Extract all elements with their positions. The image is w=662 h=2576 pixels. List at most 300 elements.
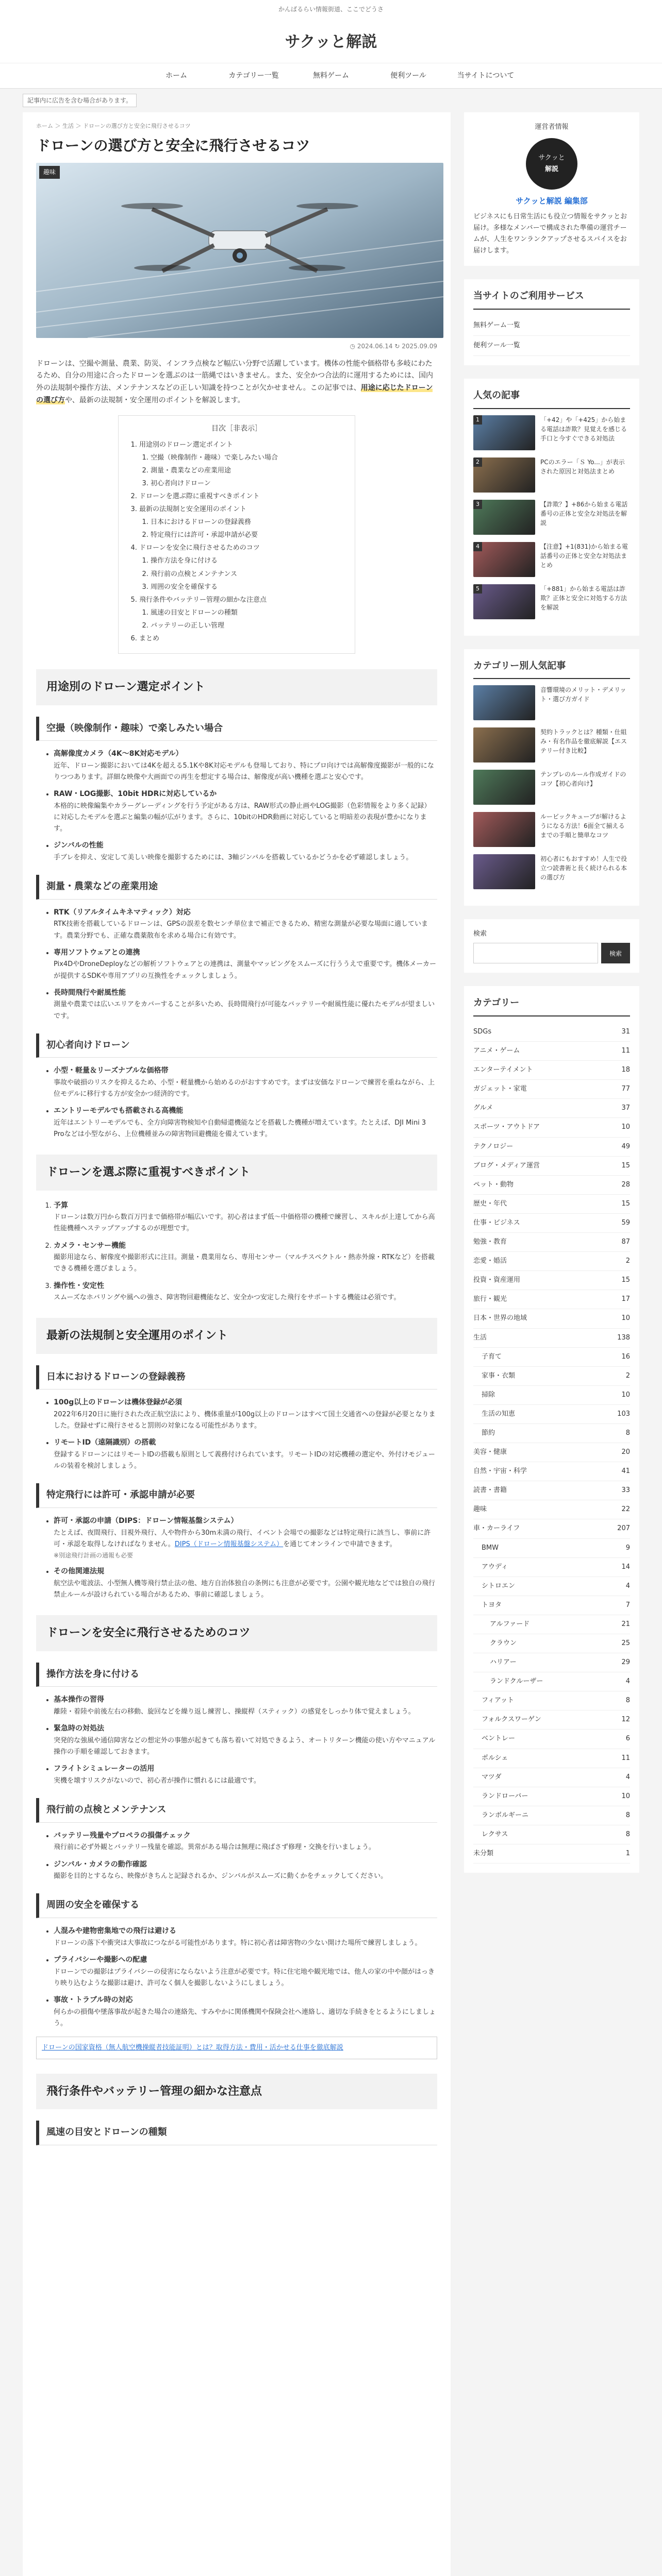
category-count: 8 <box>625 1830 630 1838</box>
category-item[interactable] <box>473 1061 630 1080</box>
category-item[interactable] <box>473 1539 630 1558</box>
search-input[interactable] <box>473 943 598 963</box>
date-updated: 2024.06.14 <box>357 343 393 350</box>
article-link[interactable]: 音響環境のメリット・デメリット・選び方ガイド <box>540 686 626 703</box>
category-item[interactable] <box>473 1329 630 1348</box>
category-item[interactable] <box>473 1405 630 1424</box>
category-name[interactable]: ランボルギーニ <box>482 1811 529 1819</box>
category-item[interactable] <box>473 1233 630 1252</box>
category-name[interactable]: マツダ <box>482 1773 502 1781</box>
category-item[interactable] <box>473 1214 630 1233</box>
point-list <box>36 748 437 863</box>
article-link[interactable]: 【注意】+1(831)から始まる電話番号の正体と安全な対処法まとめ <box>540 543 628 569</box>
point-title: • ジンバル・カメラの動作確認 <box>54 1860 147 1869</box>
category-name[interactable]: アニメ・ゲーム <box>473 1047 520 1055</box>
list-item <box>54 1859 437 1883</box>
list-item <box>54 748 437 783</box>
category-item[interactable] <box>473 1424 630 1443</box>
list-item <box>54 1566 437 1601</box>
category-name[interactable]: 日本・世界の地域 <box>473 1314 527 1323</box>
search-button[interactable]: 検索 <box>601 943 630 963</box>
category-name[interactable]: 恋愛・婚活 <box>473 1257 507 1265</box>
popular-widget <box>464 379 639 636</box>
category-name[interactable]: アウディ <box>482 1563 508 1571</box>
list-item <box>54 987 437 1022</box>
category-count: 41 <box>621 1467 630 1476</box>
point-title: • 100g以上のドローンは機体登録が必須 <box>54 1398 182 1407</box>
ad-notice: 記事内に広告を含む場合があります。 <box>23 94 137 107</box>
point-title: • リモートID（遠隔識別）の搭載 <box>54 1438 156 1447</box>
article-link[interactable]: PCのエラー「Ｓ Yo...」が表示された原因と対処法まとめ <box>540 458 625 475</box>
category-count: 10 <box>621 1314 630 1323</box>
point-text: を通じてオンラインで申請できます。 <box>283 1540 396 1548</box>
category-item[interactable] <box>473 1672 630 1691</box>
category-item[interactable] <box>473 1749 630 1768</box>
popular-article[interactable] <box>473 727 630 762</box>
category-count: 2 <box>625 1257 630 1265</box>
point-title: • 緊急時の対処法 <box>54 1724 104 1733</box>
list-item <box>54 1723 437 1758</box>
point-title: • 高解像度カメラ（4K〜8K対応モデル） <box>54 750 183 758</box>
category-name[interactable]: 投資・資産運用 <box>473 1276 521 1284</box>
category-item[interactable] <box>473 1519 630 1538</box>
point-text: ドローンでの撮影はプライバシーの侵害にならないよう注意が必要です。特に住宅地や観光地では、他人の家の中や顔がはっきり映り込むような撮影は避け、許可なく個人を撮影しないようにしましょう。 <box>54 1968 435 1987</box>
category-item[interactable] <box>473 1653 630 1672</box>
list-item <box>54 1280 437 1304</box>
article-thumbnail[interactable] <box>473 457 535 493</box>
categories-widget <box>464 986 639 1873</box>
article-thumbnail[interactable] <box>473 770 535 805</box>
category-item[interactable] <box>473 1634 630 1653</box>
category-item[interactable] <box>473 1023 630 1042</box>
category-name[interactable]: 仕事・ビジネス <box>473 1218 520 1227</box>
toc-sublist <box>139 452 343 489</box>
toc-subitem[interactable]: 2. バッテリーの正しい管理 <box>151 620 343 632</box>
point-text: 航空法や電波法、小型無人機等飛行禁止法の他、地方自治体独自の条例にも注意が必要です。公園や観光地などでは独自の飛行禁止ルールが設けられている場合があるため、事前に確認しましょう。 <box>54 1580 435 1599</box>
toc-sublist <box>139 517 343 541</box>
category-count: 29 <box>621 1658 630 1667</box>
category-name[interactable]: ガジェット・家電 <box>473 1085 527 1093</box>
category-item[interactable] <box>473 1596 630 1615</box>
category-item[interactable] <box>473 1252 630 1271</box>
point-list <box>36 1925 437 2029</box>
category-name[interactable]: グルメ <box>473 1104 493 1112</box>
article-link[interactable]: 契約トラックとは？種類・仕組み・有名作品を徹底解説【エステリー付き比較】 <box>540 728 627 755</box>
toc-item[interactable] <box>139 439 343 489</box>
toc-item-label[interactable]: 用途別のドローン選定ポイント <box>139 440 233 449</box>
category-name[interactable]: ペット・動物 <box>473 1180 514 1189</box>
section-heading: ドローンを安全に飛行させるためのコツ <box>36 1615 437 1651</box>
eyecatch-image <box>36 163 443 338</box>
operator-heading: 運営者情報 <box>535 123 569 131</box>
point-text: 近年はエントリーモデルでも、全方向障害物検知や自動帰還機能などを搭載した機種が増えています。たとえば、DJI Mini 3 Proなどは小型ながら、上位機種並みの障害物回避機能を備えています。 <box>54 1119 426 1139</box>
category-item[interactable] <box>473 1157 630 1176</box>
popular-article[interactable] <box>473 854 630 889</box>
category-name[interactable]: ベントレー <box>482 1735 516 1743</box>
widget-heading: 人気の記事 <box>473 388 630 409</box>
article-link[interactable]: テンプレのルール作成ガイドのコツ【初心者向け】 <box>540 771 626 788</box>
category-item[interactable] <box>473 1099 630 1118</box>
category-name[interactable]: ブログ・メディア運営 <box>473 1161 540 1170</box>
subsection-heading: 日本におけるドローンの登録義務 <box>36 1365 437 1390</box>
point-title: • 事故・トラブル時の対応 <box>54 1995 133 2004</box>
rank-badge: 2 <box>473 457 482 467</box>
point-title: 1. 予算 <box>54 1201 68 1210</box>
category-item[interactable] <box>473 1787 630 1806</box>
toc-subitem[interactable]: 1. 日本におけるドローンの登録義務 <box>151 517 343 528</box>
point-text: ドローンは数万円から数百万円まで価格帯が幅広いです。初心者はまず低〜中価格帯の機種で練習し、スキルが上達してから高性能機種へステップアップするのが理想です。 <box>54 1213 435 1233</box>
toc-sublist <box>139 555 343 592</box>
subsection-heading: 特定飛行には許可・承認申請が必要 <box>36 1483 437 1508</box>
list-item <box>54 1065 437 1100</box>
article-thumbnail[interactable] <box>473 415 535 450</box>
table-of-contents <box>118 415 355 654</box>
widget-heading: カテゴリー <box>473 995 630 1016</box>
category-name[interactable]: レクサス <box>482 1830 508 1838</box>
category-item[interactable] <box>473 1710 630 1730</box>
point-list <box>36 1397 437 1472</box>
category-name[interactable]: 子育て <box>482 1352 502 1361</box>
category-name[interactable]: 生活の知恵 <box>482 1410 516 1418</box>
article-link[interactable]: 「+881」から始まる電話は詐欺？正体と安全に対処する方法を解説 <box>540 585 627 611</box>
category-item[interactable] <box>473 1768 630 1787</box>
breadcrumb[interactable]: ホーム ＞ 生活 ＞ ドローンの選び方と安全に飛行させるコツ <box>36 123 191 130</box>
point-note: ※別途飛行計画の通報も必要 <box>54 1551 134 1559</box>
point-text: ドローンの落下や衝突は大事故につながる可能性があります。特に初心者は障害物の少ない開けた場所で練習しましょう。 <box>54 1939 422 1947</box>
category-item[interactable] <box>473 1462 630 1481</box>
article-thumbnail[interactable] <box>473 542 535 577</box>
category-name[interactable]: 趣味 <box>473 1505 487 1514</box>
toc-subitem[interactable]: 1. 風速の目安とドローンの種類 <box>151 607 343 619</box>
point-text: 登録するドローンにはリモートIDの搭載も原則として義務付けられています。リモートIDの対応機種の選定や、外付けモジュールの装着を検討しましょう。 <box>54 1451 435 1470</box>
subsection-heading: 操作方法を身に付ける <box>36 1663 437 1687</box>
article-link[interactable]: 初心者にもおすすめ！人生で役立つ読書術と長く続けられる本の選び方 <box>540 855 627 882</box>
nav-free-games[interactable]: 無料ゲーム <box>313 72 349 80</box>
category-item[interactable] <box>473 1481 630 1500</box>
search-label: 検索 <box>473 930 487 938</box>
point-title: • 許可・承認の申請（DIPS：ドローン情報基盤システム） <box>54 1516 238 1525</box>
category-item[interactable] <box>473 1558 630 1577</box>
category-name[interactable]: クラウン <box>490 1639 517 1648</box>
subsection-heading: 周囲の安全を確保する <box>36 1893 437 1918</box>
category-name[interactable]: BMW <box>482 1544 499 1552</box>
article-thumbnail[interactable] <box>473 584 535 619</box>
category-item[interactable] <box>473 1825 630 1844</box>
category-popular-widget <box>464 649 639 906</box>
category-count: 59 <box>621 1218 630 1227</box>
point-title: • RAW・LOG撮影、10bit HDRに対応しているか <box>54 790 217 799</box>
category-count: 1 <box>625 1850 630 1858</box>
category-item[interactable] <box>473 1691 630 1710</box>
subsection-heading: 測量・農業などの産業用途 <box>36 875 437 900</box>
point-title: • 小型・軽量＆リーズナブルな価格帯 <box>54 1066 169 1075</box>
category-count: 4 <box>625 1677 630 1686</box>
popular-article[interactable] <box>473 500 630 535</box>
category-count: 138 <box>617 1333 630 1342</box>
category-count: 20 <box>621 1448 630 1456</box>
widget-heading: カテゴリー別人気記事 <box>473 658 630 680</box>
rank-badge: 5 <box>473 584 482 594</box>
category-item[interactable] <box>473 1500 630 1519</box>
toc-item-label[interactable]: 最新の法規制と安全運用のポイント <box>139 505 247 514</box>
article-thumbnail[interactable] <box>473 854 535 889</box>
category-item[interactable] <box>473 1118 630 1137</box>
related-article-link[interactable]: ドローンの国家資格（無人航空機操縦者技能証明）とは？取得方法・費用・活かせる仕事を徹底解説 <box>42 2043 343 2052</box>
category-item[interactable] <box>473 1386 630 1405</box>
category-name[interactable]: フィアット <box>482 1697 515 1705</box>
category-item[interactable] <box>473 1844 630 1863</box>
category-item[interactable] <box>473 1290 630 1309</box>
category-label[interactable]: 趣味 <box>39 166 60 178</box>
category-count: 103 <box>617 1410 630 1418</box>
article-thumbnail[interactable] <box>473 812 535 847</box>
toc-item-label[interactable]: ドローンを選ぶ際に重視すべきポイント <box>139 493 260 501</box>
list-item <box>54 907 437 942</box>
list-item <box>54 1437 437 1472</box>
popular-article[interactable] <box>473 685 630 720</box>
page-title: ドローンの選び方と安全に飛行させるコツ <box>36 137 310 155</box>
category-count: 8 <box>625 1811 630 1819</box>
category-name[interactable]: 美容・健康 <box>473 1448 507 1456</box>
point-text: 飛行前に必ず外観とバッテリー残量を確認。異常がある場合は無理に飛ばさず修理・交換を行いましょう。 <box>54 1843 376 1852</box>
services-widget <box>464 279 639 365</box>
category-count: 10 <box>621 1391 630 1399</box>
widget-heading: 当サイトのご利用サービス <box>473 289 630 310</box>
category-count: 15 <box>621 1161 630 1170</box>
toc-subitem[interactable]: 3. 初心者向けドローン <box>151 478 343 489</box>
point-title: • 専用ソフトウェアとの連携 <box>54 948 140 957</box>
point-text: 測量や農業では広いエリアをカバーすることが多いため、長時間飛行が可能なバッテリーや耐風性能に優れたモデルが望ましいです。 <box>54 1001 435 1020</box>
category-name[interactable]: 歴史・年代 <box>473 1199 507 1208</box>
list-item <box>54 840 437 863</box>
point-text: 実機を壊すリスクがないので、初心者が操作に慣れるには最適です。 <box>54 1777 260 1785</box>
category-count: 15 <box>621 1276 630 1284</box>
point-text: 撮影用途なら、解像度や撮影形式に注目。測量・農業用なら、専用センサー（マルチスペクトル・熱赤外線・RTKなど）を搭載できる機種を選びましょう。 <box>54 1253 435 1273</box>
point-title: • プライバシーや撮影への配慮 <box>54 1955 147 1964</box>
category-item[interactable] <box>473 1271 630 1290</box>
point-list <box>36 1200 437 1304</box>
category-name[interactable]: 未分類 <box>473 1850 494 1858</box>
popular-article[interactable] <box>473 770 630 805</box>
category-item[interactable] <box>473 1042 630 1061</box>
point-title: • バッテリー残量やプロペラの損傷チェック <box>54 1831 191 1840</box>
article-link[interactable]: 「+42」や「+425」から始まる電話は詐欺？見覚えを感じる手口と今すぐできる対処法 <box>540 416 627 442</box>
nav-home[interactable]: ホーム <box>166 72 187 80</box>
category-count: 2 <box>625 1371 630 1380</box>
category-name[interactable]: トヨタ <box>482 1601 502 1609</box>
category-count: 8 <box>625 1429 630 1437</box>
category-count: 4 <box>625 1582 630 1590</box>
toc-item[interactable] <box>139 491 343 502</box>
toc-item[interactable] <box>139 543 343 592</box>
toc-subitem[interactable]: 2. 飛行前の点検とメンテナンス <box>151 569 343 580</box>
category-item[interactable] <box>473 1615 630 1634</box>
category-count: 207 <box>617 1524 630 1533</box>
rank-badge: 4 <box>473 542 482 552</box>
list-item <box>54 1240 437 1275</box>
rank-badge: 1 <box>473 415 482 425</box>
category-name[interactable]: ポルシェ <box>482 1754 508 1762</box>
rank-badge: 3 <box>473 500 482 510</box>
point-list <box>36 907 437 1022</box>
toc-item-label[interactable]: まとめ <box>139 635 160 643</box>
category-name[interactable]: エンターテイメント <box>473 1066 533 1074</box>
category-count: 16 <box>621 1352 630 1361</box>
operator-name[interactable]: サクッと解説 編集部 <box>516 196 588 206</box>
service-link-games[interactable]: 無料ゲーム一覧 <box>473 316 630 336</box>
popular-article[interactable] <box>473 415 630 450</box>
point-list <box>36 1515 437 1601</box>
subsection-heading: 風速の目安とドローンの種類 <box>36 2121 437 2145</box>
related-link-box <box>36 2037 437 2059</box>
category-name[interactable]: 読書・書籍 <box>473 1486 507 1495</box>
point-text: 本格的に映像編集やカラーグレーディングを行う予定がある方は、RAW形式の静止画やLOG撮影（色彩情報をより多く記録）に対応したモデルを選ぶと編集の幅が広がります。さらに、10bitのHDR動画に対応していると明暗差の表現が豊かになります。 <box>54 802 431 833</box>
toc-item[interactable] <box>139 504 343 541</box>
toc-subitem[interactable]: 1. 操作方法を身に付ける <box>151 555 343 567</box>
sidebar <box>464 112 639 2576</box>
list-item <box>54 1397 437 1432</box>
toc-item-label[interactable]: ドローンを安全に飛行させるためのコツ <box>139 544 260 552</box>
point-text: スムーズなホバリングや風への強さ、障害物回避機能など、安全かつ安定した飛行をサポートする機能は必須です。 <box>54 1294 401 1302</box>
article-link[interactable]: ルービックキューブが解けるようになる方法！6面全て揃えるまでの手順と簡単なコツ <box>540 813 626 839</box>
toc-sublist <box>139 607 343 632</box>
category-count: 9 <box>625 1544 630 1552</box>
category-count: 25 <box>621 1639 630 1648</box>
category-item[interactable] <box>473 1577 630 1596</box>
toc-item-label[interactable]: 飛行条件やバッテリー管理の細かな注意点 <box>139 596 267 604</box>
category-name[interactable]: フォルクスワーゲン <box>482 1716 541 1724</box>
point-title: • 基本操作の習得 <box>54 1696 104 1704</box>
site-tagline: かんばるらい情報街道、ここでどうさ <box>0 0 662 21</box>
category-count: 7 <box>625 1601 630 1609</box>
article-thumbnail[interactable] <box>473 685 535 720</box>
toc-item[interactable] <box>139 633 343 645</box>
list-item <box>54 1763 437 1787</box>
category-name[interactable]: 勉強・教育 <box>473 1238 507 1246</box>
toc-subitem[interactable]: 1. 空撮（映像制作・趣味）で楽しみたい場合 <box>151 452 343 464</box>
category-name[interactable]: SDGs <box>473 1028 492 1036</box>
article-thumbnail[interactable] <box>473 500 535 535</box>
point-text: 突発的な強風や通信障害などの想定外の事態が起きても落ち着いて対処できるよう、オートリターン機能の使い方やマニュアル操作の手順を確認しておきます。 <box>54 1737 436 1756</box>
category-item[interactable] <box>473 1443 630 1462</box>
article-thumbnail[interactable] <box>473 727 535 762</box>
point-title: 2. カメラ・センサー機能 <box>54 1241 126 1250</box>
toc-subitem[interactable]: 2. 特定飛行には許可・承認申請が必要 <box>151 530 343 541</box>
point-text: Pix4DやDroneDeployなどの解析ソフトウェアとの連携は、測量やマッピングをスムーズに行ううえで重要です。機体メーカーが提供するSDKや専用アプリの互換性をチェックしましょう。 <box>54 960 437 980</box>
site-logo[interactable]: サクッと解説 <box>0 21 662 63</box>
category-name[interactable]: 旅行・観光 <box>473 1295 507 1303</box>
category-item[interactable] <box>473 1806 630 1825</box>
category-name[interactable]: ランドクルーザー <box>490 1677 543 1686</box>
category-count: 15 <box>621 1199 630 1208</box>
category-name[interactable]: ハリアー <box>490 1658 517 1667</box>
category-item[interactable] <box>473 1730 630 1749</box>
subsection-heading: 初心者向けドローン <box>36 1033 437 1058</box>
popular-article[interactable] <box>473 584 630 619</box>
clock-icon: ◷ <box>350 343 356 350</box>
operator-widget <box>464 112 639 266</box>
category-name[interactable]: 自然・宇宙・科学 <box>473 1467 527 1476</box>
drone-illustration <box>36 163 443 338</box>
popular-article[interactable] <box>473 812 630 847</box>
category-name[interactable]: 掃除 <box>482 1391 495 1399</box>
category-item[interactable] <box>473 1080 630 1099</box>
category-name[interactable]: アルファード <box>490 1620 530 1628</box>
category-count: 28 <box>621 1180 630 1189</box>
category-name[interactable]: 車・カーライフ <box>473 1524 520 1533</box>
toc-subitem[interactable]: 3. 周囲の安全を確保する <box>151 582 343 593</box>
category-count: 4 <box>625 1773 630 1781</box>
category-name[interactable]: 節約 <box>482 1429 495 1437</box>
point-list <box>36 1065 437 1140</box>
list-item <box>54 1994 437 2029</box>
point-title: • 長時間飛行や耐風性能 <box>54 988 126 997</box>
section-heading: 最新の法規制と安全運用のポイント <box>36 1318 437 1353</box>
category-count: 22 <box>621 1505 630 1514</box>
category-name[interactable]: 生活 <box>473 1333 487 1342</box>
point-title: • フライトシミュレーターの活用 <box>54 1765 155 1773</box>
point-text: 離陸・着陸や前後左右の移動、旋回などを繰り返し練習し、操縦桿（スティック）の感覚をしっかり体で覚えましょう。 <box>54 1708 415 1716</box>
category-name[interactable]: テクノロジー <box>473 1142 514 1150</box>
category-item[interactable] <box>473 1367 630 1386</box>
category-count: 6 <box>625 1735 630 1743</box>
operator-description: ビジネスにも日常生活にも役立つ情報をサクッとお届け。多様なメンバーで構成された準備の運営チームが、人生をワンランクアップさせるスパイスをお届けします。 <box>473 212 627 255</box>
category-name[interactable]: スポーツ・アウトドア <box>473 1123 540 1131</box>
dips-link[interactable]: DIPS（ドローン情報基盤システム） <box>174 1540 284 1548</box>
lead-highlight: 用途に応じたドローンの選び方 <box>36 384 433 405</box>
category-item[interactable] <box>473 1348 630 1367</box>
category-name[interactable]: ランドローバー <box>482 1792 528 1800</box>
toc-title[interactable]: 目次［非表示］ <box>211 424 262 433</box>
category-item[interactable] <box>473 1195 630 1214</box>
category-count: 31 <box>621 1028 630 1036</box>
toc-subitem[interactable]: 2. 測量・農業などの産業用途 <box>151 465 343 477</box>
list-item <box>54 788 437 835</box>
lead-text: ドローンは、空撮や測量、農業、防災、インフラ点検など幅広い分野で活躍しています。機体の性能や価格帯も多岐にわたるため、自分の用途に合ったドローンを選ぶのは一筋縄ではいきません。また、安全かつ合法的に運用するためには、国内外の法規制や操作方法、メンテナンスなどの正しい知識を持つことが欠かせません。この記事では、用途に応じたドローンの選び方や、最新の法規制・安全運用のポイントを解説します。 <box>36 359 433 405</box>
category-name[interactable]: シトロエン <box>482 1582 516 1590</box>
category-item[interactable] <box>473 1176 630 1195</box>
popular-article[interactable] <box>473 457 630 493</box>
service-link-tools[interactable]: 便利ツール一覧 <box>473 336 630 356</box>
category-item[interactable] <box>473 1309 630 1328</box>
section-heading: 飛行条件やバッテリー管理の細かな注意点 <box>36 2074 437 2109</box>
category-item[interactable] <box>473 1138 630 1157</box>
subsection-heading: 飛行前の点検とメンテナンス <box>36 1798 437 1823</box>
point-text: 事故や破損のリスクを抑えるため、小型・軽量機から始めるのがおすすめです。まずは安価なドローンで練習を重ねながら、上位モデルに移行する方が安全かつ経済的です。 <box>54 1079 435 1098</box>
category-count: 17 <box>621 1295 630 1303</box>
nav-tools[interactable]: 便利ツール <box>390 72 426 80</box>
category-count: 14 <box>621 1563 630 1571</box>
point-list <box>36 1830 437 1883</box>
toc-item[interactable] <box>139 595 343 632</box>
point-text: RTK技術を搭載しているドローンは、GPSの誤差を数センチ単位まで補正できるため、精密な測量が必要な場面に適しています。農業分野でも、正確な農薬散布を求める場合に有効です。 <box>54 920 428 940</box>
category-name[interactable]: 家事・衣類 <box>482 1371 516 1380</box>
article-link[interactable]: 【詐欺？】+86から始まる電話番号の正体と安全な対処法を解説 <box>540 500 628 527</box>
category-count: 8 <box>625 1697 630 1705</box>
operator-avatar: サクッと 解説 <box>526 138 577 190</box>
popular-article[interactable] <box>473 542 630 577</box>
point-title: • 人混みや建物密集地での飛行は避ける <box>54 1927 176 1936</box>
category-count: 18 <box>621 1066 630 1074</box>
subsection-heading: 空撮（映像制作・趣味）で楽しみたい場合 <box>36 717 437 741</box>
point-text: 何らかの損傷や墜落事故が起きた場合の連絡先、すみやかに関係機関や保険会社へ連絡し、適切な手続きをとるようにしましょう。 <box>54 2008 436 2027</box>
list-item <box>54 1200 437 1235</box>
point-text: たとえば、夜間飛行、目視外飛行、人や物件から30m未満の飛行、イベント会場での撮影などは特定飛行に該当し、事前に許可・承認を取得しなければなりません。 <box>54 1529 431 1548</box>
list-item <box>54 947 437 982</box>
nav-categories[interactable]: カテゴリー一覧 <box>228 72 279 80</box>
category-count: 10 <box>621 1123 630 1131</box>
nav-about[interactable]: 当サイトについて <box>457 72 515 80</box>
